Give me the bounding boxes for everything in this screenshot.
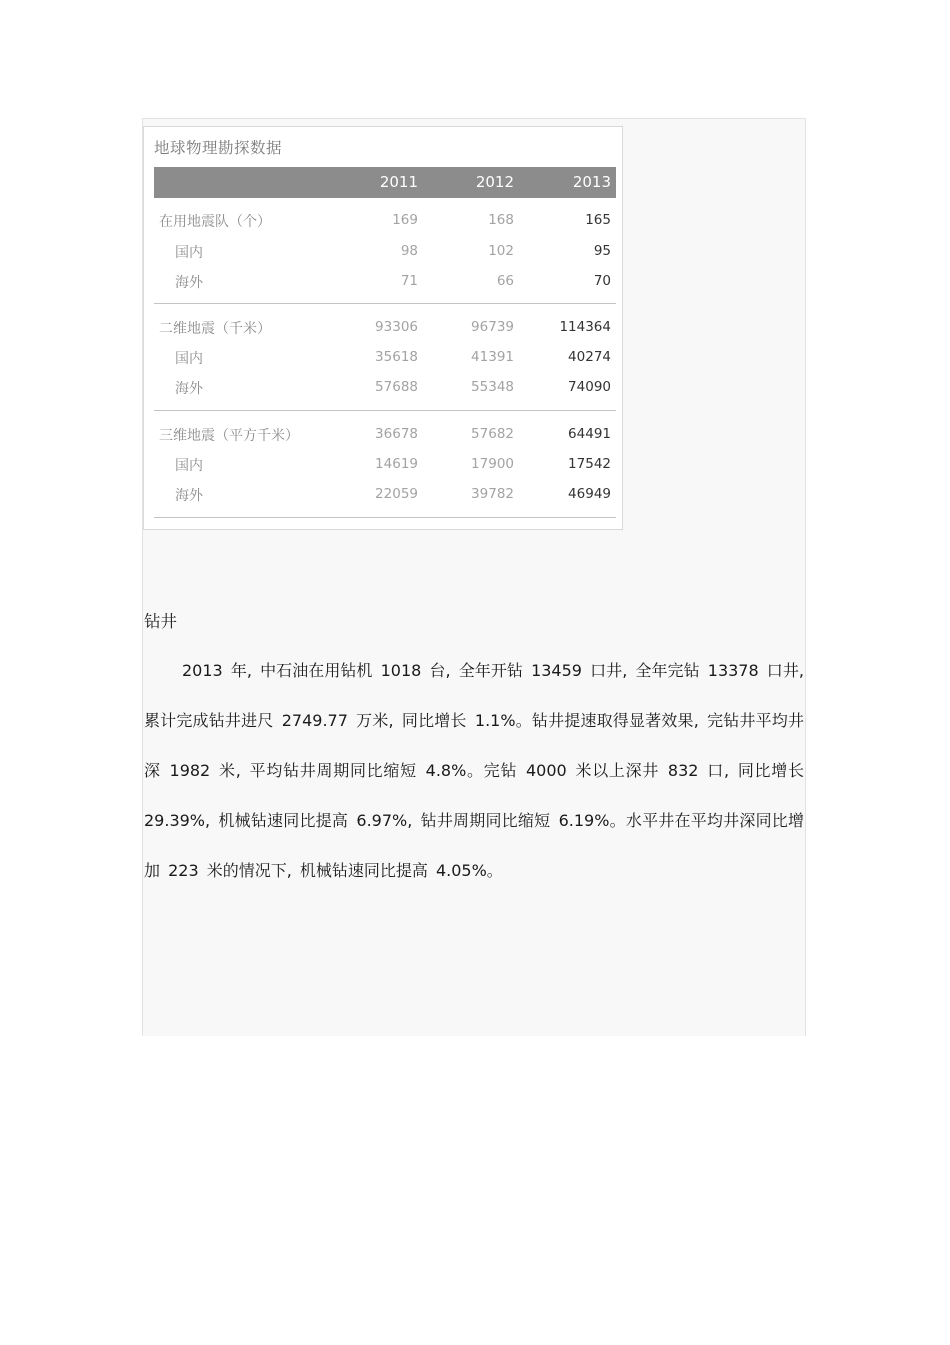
table-caption: 地球物理勘探数据	[154, 139, 283, 157]
table-row	[154, 211, 616, 241]
table-cell: 57688	[375, 379, 418, 395]
column-header-year: 2013	[572, 173, 611, 191]
table-cell: 70	[593, 273, 611, 289]
table-row	[154, 348, 616, 378]
table-row	[154, 272, 616, 302]
table-cell: 98	[400, 243, 418, 259]
table-cell: 36678	[375, 426, 418, 442]
table-cell: 35618	[375, 349, 418, 365]
table-cell: 168	[488, 212, 514, 228]
row-label: 海外	[175, 381, 203, 397]
group-divider	[154, 410, 616, 411]
table-row	[154, 455, 616, 485]
column-header-year: 2011	[379, 173, 418, 191]
table-cell: 39782	[471, 486, 514, 502]
group-divider	[154, 303, 616, 304]
table-cell: 74090	[568, 379, 611, 395]
table-cell: 17900	[471, 456, 514, 472]
table-cell: 93306	[375, 319, 418, 335]
table-cell: 55348	[471, 379, 514, 395]
table-cell: 66	[496, 273, 514, 289]
table-cell: 114364	[559, 319, 611, 335]
table-cell: 17542	[568, 456, 611, 472]
table-cell: 46949	[568, 486, 611, 502]
table-row	[154, 485, 616, 515]
row-label: 二维地震（千米）	[159, 321, 271, 337]
table-cell: 95	[593, 243, 611, 259]
section-heading: 钻井	[144, 612, 177, 631]
row-label: 在用地震队（个）	[159, 214, 271, 230]
row-label: 国内	[175, 245, 203, 261]
table-cell: 41391	[471, 349, 514, 365]
row-label: 国内	[175, 351, 203, 367]
table-cell: 40274	[568, 349, 611, 365]
row-label: 三维地震（平方千米）	[159, 428, 299, 444]
body-paragraph: 2013 年, 中石油在用钻机 1018 台, 全年开钻 13459 口井, 全年完钻 13378 口井, 累计完成钻井进尺 2749.77 万米, 同比增长 1.1%。钻井提速取得显著效果, 完钻井平均井深 1982 米, 平均钻井周期同比缩短 4.8%。完钻 4000 米以上深井 832 口, 同比增长 29.39%, 机械钻速同比提高 6.97%, 钻井周期同比缩短 6.19%。水平井在平均井深同比增加 223 米的情况下, 机械钻速同比提高 4.05%。	[144, 661, 804, 880]
table-row	[154, 425, 616, 455]
table-cell: 22059	[375, 486, 418, 502]
row-label: 海外	[175, 488, 203, 504]
table-row	[154, 318, 616, 348]
geophysical-data-table	[143, 126, 623, 530]
table-row	[154, 242, 616, 272]
column-header-year: 2012	[475, 173, 514, 191]
table-row	[154, 378, 616, 408]
table-header-row	[154, 167, 616, 198]
table-cell: 96739	[471, 319, 514, 335]
table-cell: 102	[488, 243, 514, 259]
table-cell: 64491	[568, 426, 611, 442]
table-cell: 71	[400, 273, 418, 289]
row-label: 海外	[175, 275, 203, 291]
row-label: 国内	[175, 458, 203, 474]
table-cell: 14619	[375, 456, 418, 472]
group-divider	[154, 517, 616, 518]
table-cell: 169	[392, 212, 418, 228]
table-cell: 165	[585, 212, 611, 228]
table-cell: 57682	[471, 426, 514, 442]
